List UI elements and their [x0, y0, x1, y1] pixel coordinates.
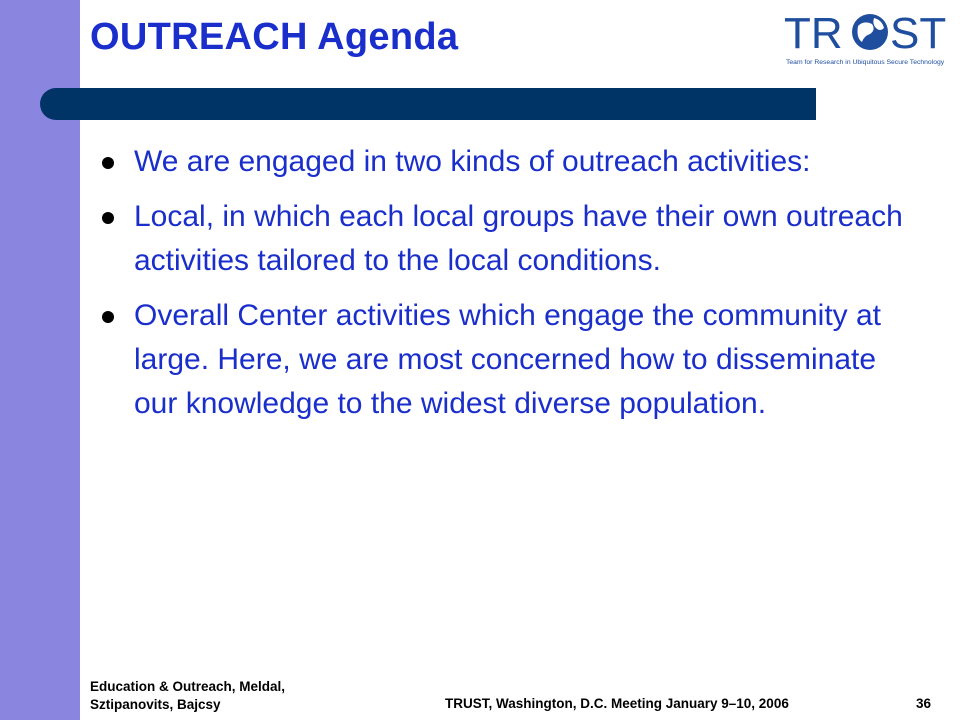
bullet-item	[100, 294, 920, 426]
page-number: 36	[916, 696, 932, 711]
bullet-text: Overall Center activities which engage the community at large. Here, we are most concerned how to disseminate our knowledge to the widest diverse population.	[134, 299, 882, 420]
footer-meeting: TRUST, Washington, D.C. Meeting January 9–10, 2006	[445, 696, 789, 711]
bullet-icon	[102, 212, 114, 224]
bullet-icon	[102, 311, 114, 323]
bullet-item	[100, 195, 920, 283]
bullet-list	[100, 140, 920, 437]
globe-icon	[852, 14, 888, 50]
title-underline-bar	[40, 88, 816, 120]
trust-logo	[770, 4, 955, 72]
slide-title: OUTREACH Agenda	[90, 16, 459, 58]
footer-authors: Education & Outreach, Meldal, Sztipanovits, Bajcsy	[90, 679, 286, 712]
bullet-text: We are engaged in two kinds of outreach activities:	[134, 145, 811, 178]
logo-tagline: Team for Research in Ubiquitous Secure Technology	[786, 59, 945, 66]
logo-wordmark-left: TR	[784, 9, 843, 58]
bullet-item	[100, 140, 920, 184]
bullet-text: Local, in which each local groups have their own outreach activities tailored to the local conditions.	[134, 200, 903, 277]
logo-wordmark-right: ST	[890, 9, 947, 58]
bullet-icon	[102, 157, 114, 169]
